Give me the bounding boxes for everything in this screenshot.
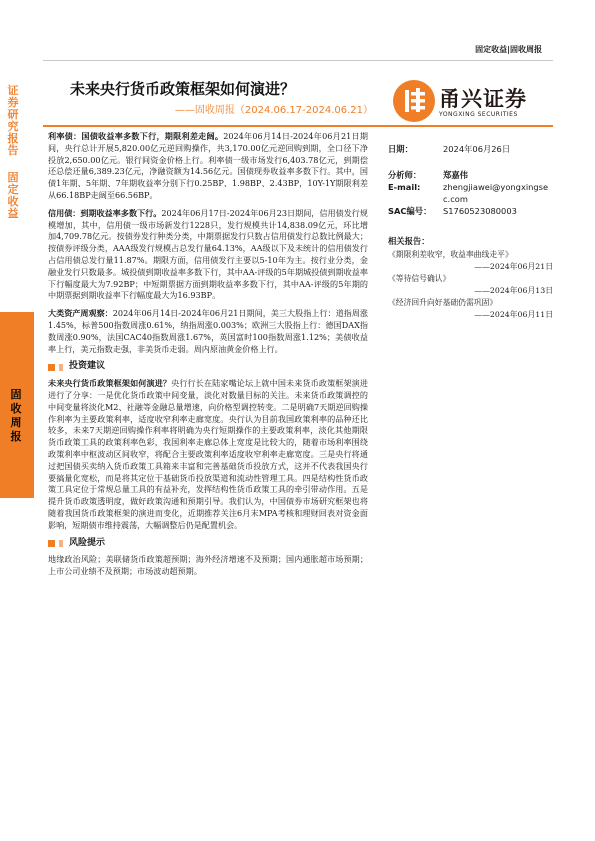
related-report-item[interactable]: 《经济回升向好基础仍需巩固》 <box>388 298 498 307</box>
summary-paragraph-credit <box>48 208 368 302</box>
section-bullet-icon <box>59 540 63 547</box>
side-label-research: 证券研究报告 <box>7 84 19 157</box>
section-heading-investment: 投资建议 <box>48 361 368 373</box>
company-logo <box>393 80 553 122</box>
paragraph-label: 未来央行货币政策框架如何演进？ <box>48 378 172 389</box>
related-reports <box>388 235 553 320</box>
section-heading-risk: 风险提示 <box>48 538 368 550</box>
summary-paragraph-assets <box>48 308 368 355</box>
paragraph-label: 大类资产周观察： <box>48 308 113 319</box>
summary-paragraph-rates <box>48 131 368 202</box>
side-block-label: 固收周报 <box>10 388 22 443</box>
related-report-item[interactable]: 《等待信号确认》 <box>388 274 451 283</box>
logo-name: 甬兴证券 <box>439 87 527 111</box>
section-bullet-icon <box>48 540 55 547</box>
paragraph-text: 央行行长在陆家嘴论坛上就中国未来货币政策框架演进进行了分享：一是优化货币政策中间变量，淡化对数量目标的关注。未来货币政策调控的中间变量将淡化M2、社融等金融总量增速，向价格型调控转变。二是明确7天期逆回购操作利率为主要政策利率，适度收窄利率走廊宽度。央行认为目前我国政策利率的品种还比较多，未来7天期逆回购操作利率将明确为央行短期操作的主要政策利率，淡化其他期限货币政策工具的政策利率色彩，我国利率走廊总体上宽度是比较大的，随着市场利率围绕政策利率中枢波动区间收窄，将配合主要政策利率适度收窄利率走廊宽度。三是央行将通过把国债买卖纳入货币政策工具箱来丰富和完善基础货币投放方式，这并不代表我国央行要搞量化宽松，而是将其定位于基础货币投放渠道和流动性管理工具。四是结构性货币政策工具定位于常规总量工具的有益补充，发挥结构性货币政策工具的牵引带动作用。五是提升货币政策透明度，做好政策沟通和预期引导。我们认为，中国债券市场研究框架也将随着我国货币政策框架的演进而变化，近期推荐关注6月末MPA考核和理财回表对资金面影响，短期债市维持震荡，大幅调整后仍是配置机会。 <box>48 378 368 530</box>
paragraph-text: 2024年06月14日-2024年06月21日期间，央行总计开展5,820.00亿元逆回购操作，共3,170.00亿元逆回购到期，全口径下净投放2,650.00亿元。银行间资金价格上行。利率债一级市场发行6,403.78亿元，到期偿还总偿还量6,389.23亿元，净融资额为14.56亿元。国债现券收益率多数下行。其中，国债1年期、5年期、7年期收益率分别下行0.25BP、1.98BP、2.43BP，10Y-1Y期限利差从66.18BP走阔至66.56BP。 <box>48 131 368 200</box>
info-analyst: 分析师： 郑嘉伟 <box>388 170 468 180</box>
side-label-fixed-income: 固定收益 <box>7 171 19 220</box>
paragraph-label: 利率债：国债收益率多数下行，期限利差走阔。 <box>48 131 224 141</box>
paragraph-text: 地缘政治风险；美联储货币政策超预期；海外经济增速不及预期；国内通胀超市场预期；上市公司业绩不及预期；市场波动超预期。 <box>48 554 368 577</box>
info-sac: SAC编号： S1760523080003 <box>388 206 517 216</box>
related-report-item[interactable]: 《期限利差收窄，收益率曲线走平》 <box>388 250 513 259</box>
paragraph-label: 信用债：到期收益率多数下行。 <box>48 207 162 218</box>
paragraph-text: 2024年06月17日-2024年06月23日期间，信用债发行规模增加，其中，信用债一级市场新发行1228只，发行规模共计14,838.09亿元，环比增加4,709.78亿元。按债券发行种类分类，中期票据发行只数占信用债发行总数比例最大；按债券评级分类，AAA级发行规模占总发行量64.13%，AA级以下及未统计的信用债发行占信用债总发行量11.87%。期限方面，信用债发行主要以5-10年为主。按行业分类，金融业发行只数最多。城投债到期收益率多数下行，其中AA-评级的5年期城投债到期收益率下行幅度最大为7.92BP；中短期票据方面到期收益率多数下行，其中AA-评级的5年期的中期票据到期收益率下行幅度最大为16.93BP。 <box>48 207 368 301</box>
investment-paragraph <box>48 378 368 531</box>
paragraph-text: 2024年06月14日-2024年06月21日期间，美三大股指上行：道指周涨1.45%，标普500指数周涨0.61%，纳指周涨0.003%；欧洲三大股指上行：德国DAX指数周涨0.90%，法国CAC40指数周涨1.67%，英国富时100指数周涨1.12%；美债收益率上行，美元指数走强，非美货币走弱。周内原油黄金价格上行。 <box>48 308 368 354</box>
header-divider <box>43 60 553 61</box>
report-title: 未来央行货币政策框架如何演进？ <box>70 80 296 98</box>
logo-icon <box>393 80 435 122</box>
info-column <box>388 143 553 321</box>
section-bullet-icon <box>59 364 63 371</box>
report-subtitle: ——固收周报（2024.06.17-2024.06.21） <box>174 105 373 116</box>
related-reports-title: 相关报告： <box>388 236 430 246</box>
section-bullet-icon <box>48 364 55 371</box>
related-report-date: ——2024年06月11日 <box>474 309 553 319</box>
title-divider <box>43 125 553 127</box>
logo-subtitle: YONGXING SECURITIES <box>439 111 518 118</box>
risk-paragraph <box>48 554 368 578</box>
related-report-date: ——2024年06月21日 <box>474 261 553 271</box>
info-email: E-mail: zhengjiawei@yongxingsec.com <box>388 182 549 204</box>
related-report-date: ——2024年06月13日 <box>474 285 553 295</box>
summary-column <box>48 131 368 584</box>
report-category: 固定收益|固收周报 <box>475 45 542 54</box>
info-date: 日期： 2024年06月26日 <box>388 144 511 154</box>
